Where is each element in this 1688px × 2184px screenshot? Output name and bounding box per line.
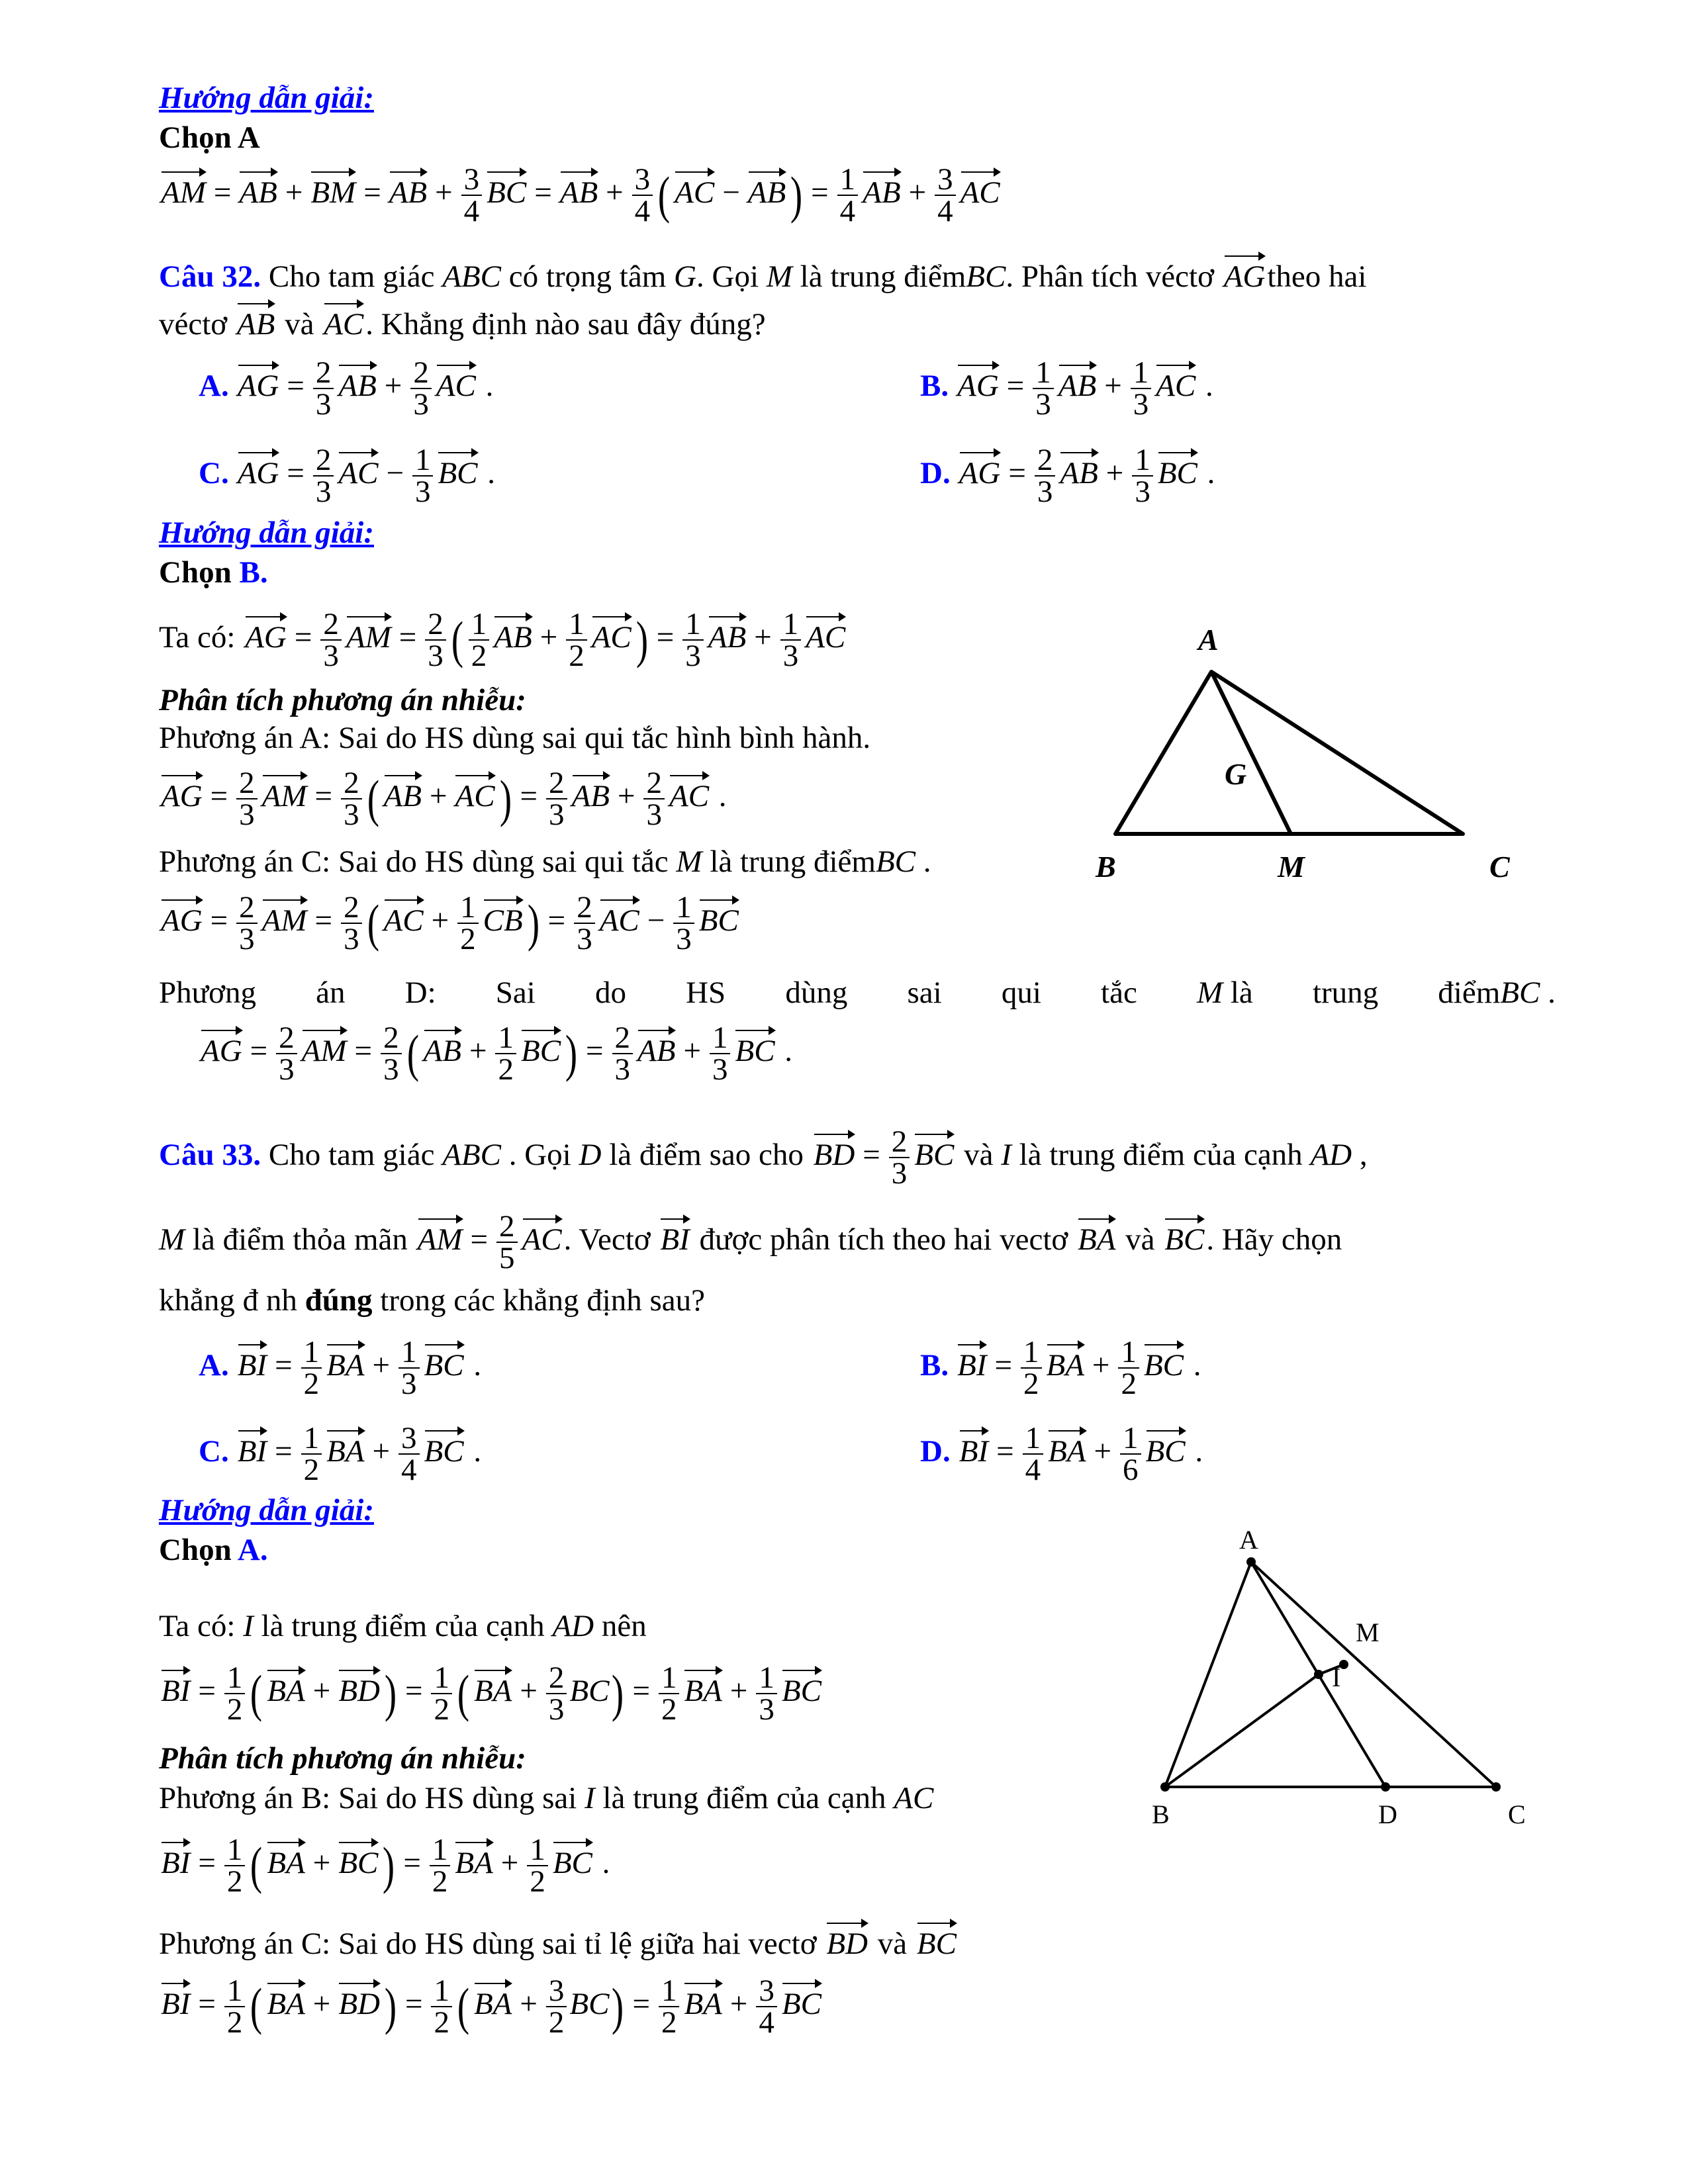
distractor-a: Phương án A: Sai do HS dùng sai qui tắc hình bình hành. [159, 721, 871, 755]
triangle-figure-2 [1125, 1516, 1556, 1833]
solution-text: Ta có: I là trung điểm của cạnh AD nên [159, 1609, 647, 1643]
formula-line: AG = $\frac{2}{3}$ AM = $\frac{2}{3}$ ( AB + AC) = $\frac{2}{3}$ AB + $\frac{2}{3}$ AC . [161, 766, 727, 832]
triangle-abc [1115, 672, 1463, 834]
label-i: I [1332, 1662, 1341, 1692]
distractor-heading: Phân tích phương án nhiễu: [159, 683, 526, 717]
formula-line: BI = $\frac{1}{2}$ ( BA + BD) = $\frac{1}{2}$ ( BA + $\frac{2}{3}$ BC) = $\frac{1}{2}$ BA + $\frac{1}{3}$ BC [161, 1661, 821, 1727]
label-b: B [1096, 850, 1116, 884]
formula-line: AM = AB + BM = AB + $\frac{3}{4}$ BC = AB + $\frac{3}{4}$ ( AC − AB) = $\frac{1}{4}$ AB + $\frac{3}{4}$ AC [161, 162, 1000, 228]
distractor-d: Phương án D: Sai do HS dùng sai qui tắc M là trung điểmBC . [159, 976, 1556, 1010]
question-33-text: Câu 33. Cho tam giác ABC . Gọi D là điểm sao cho BD = $\frac{2}{3}$ BC và I là trung điểm của cạnh AD , [159, 1124, 1368, 1191]
distractor-c: Phương án C: Sai do HS dùng sai qui tắc M là trung điểmBC . [159, 844, 931, 879]
label-c: C [1489, 850, 1510, 884]
solution-heading: Hướng dẫn giải: [159, 1493, 374, 1527]
formula-line: BI = $\frac{1}{2}$ ( BA + BD) = $\frac{1}{2}$ ( BA + $\frac{3}{2}$ BC) = $\frac{1}{2}$ BA + $\frac{3}{4}$ BC [161, 1974, 821, 2040]
option-d[interactable]: D. AG = $\frac{2}{3}$ AB + $\frac{1}{3}$ BC . [920, 443, 1215, 509]
formula-line: Ta có: AG = $\frac{2}{3}$ AM = $\frac{2}{3}$ ( $\frac{1}{2}$ AB + $\frac{1}{2}$ AC) = $\frac{1}{3}$ AB + $\frac{1}{3}$ AC [159, 607, 846, 673]
triangle-figure-1 [1059, 609, 1536, 900]
option-c[interactable]: C. BI = $\frac{1}{2}$ BA + $\frac{3}{4}$ BC . [199, 1421, 482, 1487]
option-d[interactable]: D. BI = $\frac{1}{4}$ BA + $\frac{1}{6}$ BC . [920, 1421, 1203, 1487]
segment-bi [1165, 1674, 1319, 1787]
question-33-text-2: M là điểm thỏa mãn AM = $\frac{2}{5}$ AC. Vectơ BI được phân tích theo hai vectơ BA và BC. Hãy chọn [159, 1209, 1342, 1275]
solution-heading: Hướng dẫn giải: [159, 516, 374, 550]
label-m: M [1278, 850, 1305, 884]
option-b[interactable]: B. AG = $\frac{1}{3}$ AB + $\frac{1}{3}$ AC . [920, 355, 1213, 422]
label-g: G [1225, 757, 1247, 791]
label-c: C [1508, 1799, 1526, 1829]
label-b: B [1152, 1799, 1170, 1829]
distractor-heading: Phân tích phương án nhiễu: [159, 1741, 526, 1776]
option-c[interactable]: C. AG = $\frac{2}{3}$ AC − $\frac{1}{3}$ BC . [199, 443, 496, 509]
answer-choice: Chọn B. [159, 555, 268, 590]
distractor-b: Phương án B: Sai do HS dùng sai I là trung điểm của cạnh AC [159, 1781, 934, 1815]
formula-line: AG = $\frac{2}{3}$ AM = $\frac{2}{3}$ ( AC + $\frac{1}{2}$ CB) = $\frac{2}{3}$ AC − $\frac{1}{3}$ BC [161, 890, 739, 956]
option-b[interactable]: B. BI = $\frac{1}{2}$ BA + $\frac{1}{2}$ BC . [920, 1335, 1201, 1401]
option-a[interactable]: A. AG = $\frac{2}{3}$ AB + $\frac{2}{3}$ AC . [199, 355, 494, 422]
label-m: M [1356, 1617, 1380, 1647]
question-32-text: Câu 32. Cho tam giác ABC có trọng tâm G. Gọi M là trung điểmBC. Phân tích véctơ AGtheo hai [159, 250, 1366, 296]
solution-heading: Hướng dẫn giải: [159, 81, 374, 115]
answer-choice: Chọn A. [159, 1533, 268, 1567]
option-a[interactable]: A. BI = $\frac{1}{2}$ BA + $\frac{1}{3}$ BC . [199, 1335, 482, 1401]
distractor-c: Phương án C: Sai do HS dùng sai tỉ lệ giữa hai vectơ BD và BC [159, 1917, 959, 1964]
question-33-text-3: khẳng đ nh đúng trong các khẳng định sau? [159, 1283, 706, 1318]
triangle-abc [1165, 1562, 1496, 1787]
answer-choice: Chọn A [159, 120, 260, 155]
formula-line: AG = $\frac{2}{3}$ AM = $\frac{2}{3}$ ( AB + $\frac{1}{2}$ BC) = $\frac{2}{3}$ AB + $\frac{1}{3}$ BC . [201, 1021, 793, 1087]
label-a: A [1198, 623, 1219, 657]
formula-line: BI = $\frac{1}{2}$ ( BA + BC) = $\frac{1}{2}$ BA + $\frac{1}{2}$ BC . [161, 1833, 610, 1899]
question-32-text-2: véctơ AB và AC. Khẳng định nào sau đây đúng? [159, 298, 766, 344]
label-d: D [1378, 1799, 1397, 1829]
label-a: A [1239, 1525, 1258, 1555]
